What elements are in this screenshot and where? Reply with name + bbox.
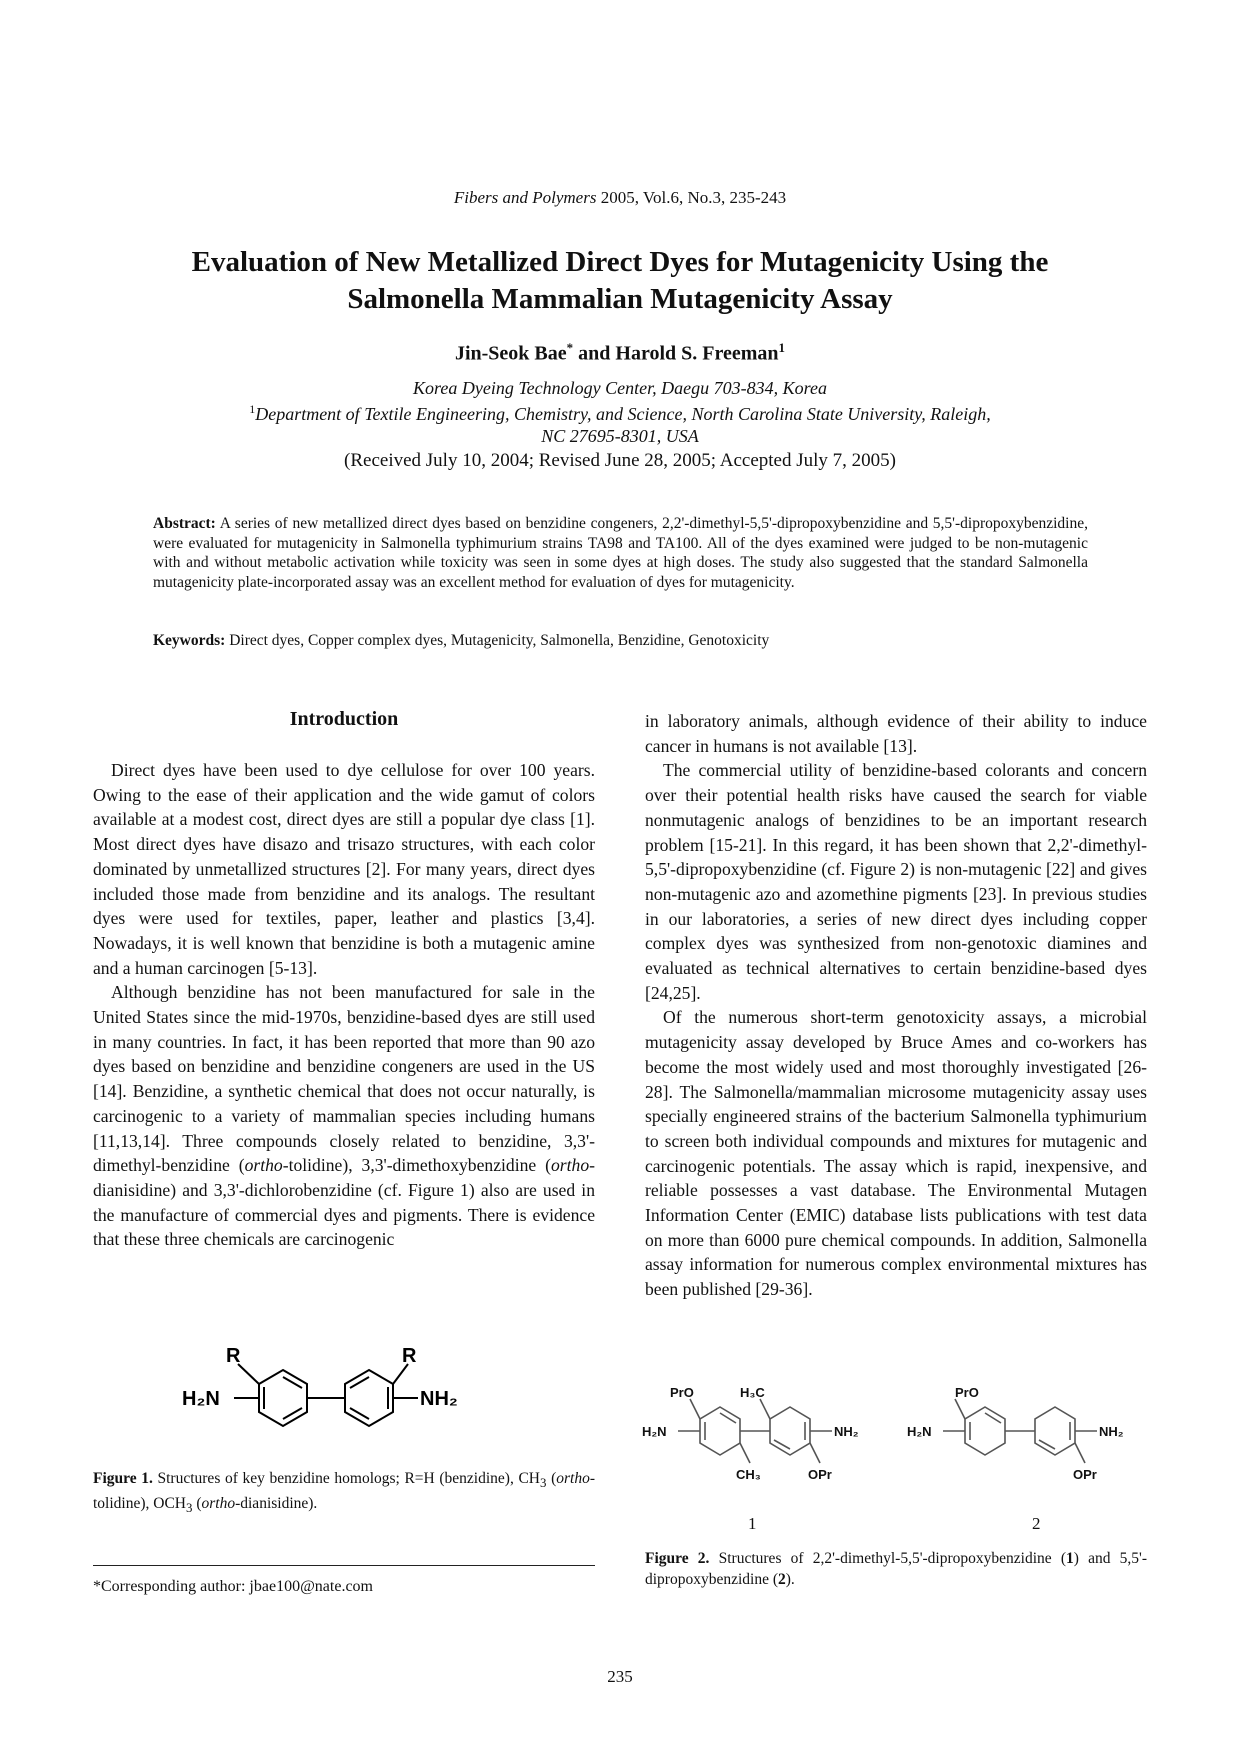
intro-paragraph-5: Of the numerous short-term genotoxicity assays, a microbial mutagenicity assay developed by Bruce Ames and co-workers has become the most widely used and most thoroughly investigated [26-28]. The Salmonella/mammalian microsome mutagenicity assay uses specially engineered strains of the bacterium Salmonella typhimurium to screen both individual compounds and mixtures for mutagenic and carcinogenic potentials. The assay which is rapid, inexpensive, and reliable possesses a vast database. The Environmental Mutagen Information Center (EMIC) database lists publications with test data on more than 6000 pure chemical compounds. In addition, Salmonella assay information for numerous complex environmental mixtures has been published [29-36]. [645,1007,1147,1300]
intro-p2-italic-1: ortho [244,1155,283,1176]
intro-paragraph-4: The commercial utility of benzidine-based colorants and concern over their potential health risks have caused the search for viable nonmutagenic analogs of benzidines to be an important research problem [15-21]. In this regard, it has been shown that 2,2'-dimethyl-5,5'-dipropoxybenzidine (cf. Figure 2) is non-mutagenic [22] and gives non-mutagenic azo and azomethine pigments [23]. In previous studies in our laboratories, a series of new direct dyes including copper complex dyes was synthesized from non-genotoxic diamines and evaluated as technical alternatives to certain benzidine-based dyes [24,25]. [645,760,1147,1003]
author-2: Harold S. Freeman [615,342,779,365]
ring-left [259,1370,307,1426]
figure-2-caption-label: Figure 2. [645,1550,710,1567]
compound-label-2: 2 [1032,1514,1041,1533]
figure-2-caption [645,1548,1147,1590]
page-number: 235 [607,1667,633,1686]
journal-details: 2005, Vol.6, No.3, 235-243 [596,188,787,207]
journal-citation [0,188,1240,208]
fig2-cap-a: Structures of 2,2'-dimethyl-5,5'-dipropoxybenzidine ( [709,1550,1066,1567]
received-dates: (Received July 10, 2004; Revised June 28, 2005; Accepted July 7, 2005) [344,450,896,471]
fig1-cap-c: -tolidine), OCH [93,1470,595,1513]
abstract-label: Abstract: [153,515,216,532]
section-heading-introduction: Introduction [289,708,399,730]
fig1-cap-a: Structures of key benzidine homologs; R=H (benzidine), CH [152,1470,540,1487]
title-line-1: Evaluation of New Metallized Direct Dyes for Mutagenicity Using the [191,246,1049,278]
abstract [153,514,1088,592]
fig1-cap-e: -dianisidine). [235,1495,318,1513]
intro-p2-part-b: -tolidine), 3,3'-dimethoxybenzidine ( [282,1155,551,1176]
corresponding-author-footnote: *Corresponding author: jbae100@nate.com [93,1578,373,1595]
intro-p2-part-a: Although benzidine has not been manufactured for sale in the United States since the mid-1970s, benzidine-based dyes are still used in many countries. In fact, it has been reported that more than 90 azo dyes based on benzidine and benzidine congeners are used in the US [14]. Benzidine, a synthetic chemical that does not occur naturally, is carcinogenic to a variety of mammalian species including humans [11,13,14]. Three compounds closely related to benzidine, 3,3'-dimethyl-benzidine ( [93,982,595,1176]
intro-paragraph-1: Direct dyes have been used to dye cellulose for over 100 years. Owing to the ease of their application and the wide gamut of colors available at a modest cost, direct dyes are still a popular dye class [1]. Most direct dyes have disazo and trisazo structures, with each color dominated by unmetallized structures [2]. For many years, direct dyes included those made from benzidine and its analogs. The resultant dyes were used for textiles, paper, leather and plastics [3,4]. Nowadays, it is well known that benzidine is both a mutagenic amine and a human carcinogen [5-13]. [93,760,595,978]
figure-1-caption-label: Figure 1. [93,1470,153,1487]
footnote-rule [93,1565,595,1566]
affiliation-2-mark: 1 [249,402,256,416]
keywords-label: Keywords: [153,632,226,649]
author-1: Jin-Seok Bae [454,342,567,365]
affiliation-2-text: Department of Textile Engineering, Chemistry, and Science, North Carolina State University, Raleigh, [255,404,991,424]
fig2-cap-b: ) and 5,5'-dipropoxybenzidine ( [645,1550,1147,1588]
fig2-c2-opr: OPr [1073,1467,1097,1482]
figure-1-caption [93,1468,595,1518]
affiliation-1: Korea Dyeing Technology Center, Daegu 703-834, Korea [413,378,827,398]
intro-paragraph-2 [93,980,595,1252]
fig2-c1-pro: PrO [670,1385,694,1400]
fig2-c1-nh2: NH₂ [834,1424,859,1439]
fig1-r-left: R [226,1345,241,1367]
journal-name: Fibers and Polymers [453,188,597,207]
fig2-c1-opr: OPr [808,1467,832,1482]
fig1-cap-b: ( [546,1470,557,1487]
keywords-text: Direct dyes, Copper complex dyes, Mutagenicity, Salmonella, Benzidine, Genotoxicity [225,632,770,649]
author-1-mark: * [566,340,574,355]
author-2-mark: 1 [778,340,786,355]
fig2-c2-h2n: H₂N [907,1424,932,1439]
fig1-cap-i2: ortho [201,1495,236,1513]
affiliation-2 [0,402,1240,425]
fig2-c1-ch3: CH₃ [736,1467,761,1482]
compound-label-1: 1 [748,1514,757,1533]
fig1-amine-right: NH₂ [420,1388,458,1410]
affiliation-2-continued: NC 27695-8301, USA [541,426,699,446]
paper-title [100,244,1140,318]
fig1-cap-d: ( [192,1495,202,1513]
fig2-c1-h2n: H₂N [642,1424,667,1439]
intro-p2-italic-2: ortho [551,1155,590,1176]
right-column [645,709,1147,1302]
abstract-text: A series of new metallized direct dyes based on benzidine congeners, 2,2'-dimethyl-5,5'-dipropoxybenzidine and 5,5'-dipropoxybenzidine, were evaluated for mutagenicity in Salmonella typhimurium strains TA98 and TA100. All of the dyes examined were judged to be non-mutagenic with and without metabolic activation while toxicity was seen in some dyes at high doses. The study also suggested that the standard Salmonella mutagenicity plate-incorporated assay was an excellent method for evaluation of dyes for mutagenicity. [153,515,1088,591]
ring-right [345,1370,393,1426]
intro-p2-part-c: -dianisidine) and 3,3'-dichlorobenzidine (cf. Figure 1) also are used in the manufacture of commercial dyes and pigments. There is evidence that these three chemicals are carcinogenic [93,1155,595,1250]
fig2-cap-c: ). [785,1571,795,1588]
fig1-cap-i1: ortho [556,1470,590,1487]
keywords [153,632,1088,650]
figure-1-structure [182,1345,510,1460]
left-column [93,758,595,1252]
figure-2-structures [640,1385,1160,1500]
fig1-amine-left: H₂N [182,1388,220,1410]
intro-paragraph-3: in laboratory animals, although evidence of their ability to induce cancer in humans is not available [13]. [645,711,1147,756]
fig2-c1-h3c: H₃C [740,1385,765,1400]
fig1-r-right: R [402,1345,417,1367]
author-list [0,340,1240,366]
author-conjunction: and [573,342,616,365]
fig2-c2-nh2: NH₂ [1099,1424,1124,1439]
fig2-cap-b1: 1 [1066,1550,1074,1567]
fig1-cap-sub1: 3 [539,1475,547,1491]
fig2-c2-pro: PrO [955,1385,979,1400]
fig1-cap-sub2: 3 [186,1500,193,1516]
fig2-cap-b2: 2 [778,1571,786,1588]
title-line-2: Salmonella Mammalian Mutagenicity Assay [347,283,893,315]
